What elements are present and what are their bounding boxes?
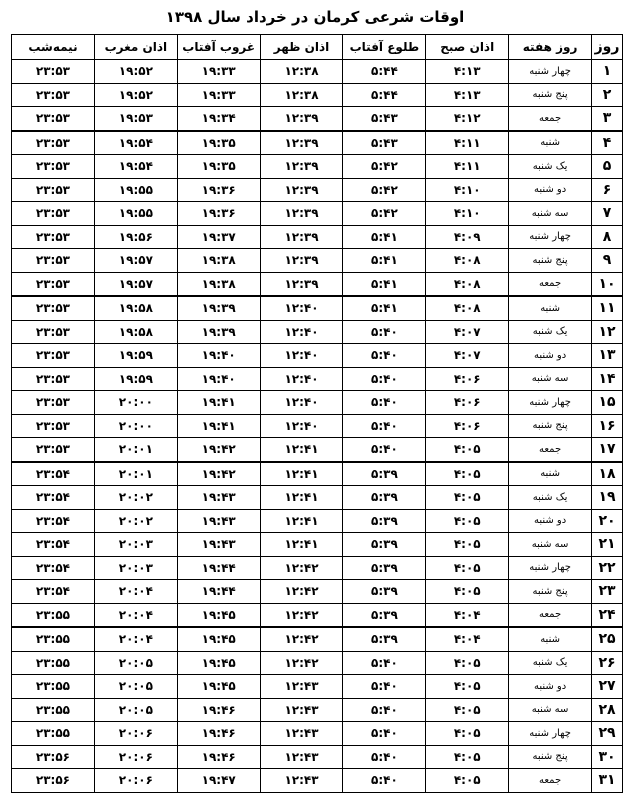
dhuhr-cell: ۱۲:۴۳ [260, 722, 343, 746]
sunrise-cell: ۵:۳۹ [343, 556, 426, 580]
maghrib-cell: ۱۹:۵۹ [94, 367, 177, 391]
day-cell: ۱۵ [592, 391, 623, 415]
weekday-cell: سه شنبه [509, 533, 592, 557]
dhuhr-cell: ۱۲:۴۳ [260, 745, 343, 769]
maghrib-cell: ۱۹:۵۹ [94, 344, 177, 368]
maghrib-cell: ۲۰:۰۵ [94, 651, 177, 675]
sunset-cell: ۱۹:۴۴ [177, 580, 260, 604]
dhuhr-cell: ۱۲:۳۹ [260, 107, 343, 131]
fajr-cell: ۴:۰۵ [426, 769, 509, 793]
midnight-cell: ۲۳:۵۵ [12, 651, 95, 675]
dhuhr-cell: ۱۲:۴۲ [260, 580, 343, 604]
weekday-cell: شنبه [509, 462, 592, 486]
sunrise-cell: ۵:۴۰ [343, 698, 426, 722]
midnight-cell: ۲۳:۵۳ [12, 107, 95, 131]
fajr-cell: ۴:۰۵ [426, 486, 509, 510]
maghrib-cell: ۱۹:۵۸ [94, 296, 177, 320]
day-cell: ۲۲ [592, 556, 623, 580]
sunset-cell: ۱۹:۴۳ [177, 509, 260, 533]
midnight-cell: ۲۳:۵۳ [12, 391, 95, 415]
maghrib-cell: ۲۰:۰۰ [94, 391, 177, 415]
maghrib-cell: ۲۰:۰۵ [94, 698, 177, 722]
maghrib-cell: ۱۹:۵۳ [94, 107, 177, 131]
weekday-cell: چهار شنبه [509, 225, 592, 249]
page-title: اوقات شرعی کرمان در خرداد سال ۱۳۹۸ [165, 8, 465, 26]
dhuhr-cell: ۱۲:۴۰ [260, 367, 343, 391]
fajr-cell: ۴:۰۶ [426, 367, 509, 391]
sunset-cell: ۱۹:۴۲ [177, 438, 260, 462]
weekday-cell: پنج شنبه [509, 414, 592, 438]
fajr-cell: ۴:۰۵ [426, 580, 509, 604]
day-cell: ۱۶ [592, 414, 623, 438]
table-body [12, 60, 623, 793]
maghrib-cell: ۱۹:۵۵ [94, 202, 177, 226]
sunset-cell: ۱۹:۳۸ [177, 272, 260, 296]
sunset-cell: ۱۹:۳۹ [177, 320, 260, 344]
day-cell: ۲۹ [592, 722, 623, 746]
table-row [12, 178, 623, 202]
table-row [12, 107, 623, 131]
weekday-cell: جمعه [509, 769, 592, 793]
table-header-row [12, 35, 623, 60]
dhuhr-cell: ۱۲:۴۳ [260, 769, 343, 793]
sunrise-cell: ۵:۴۰ [343, 745, 426, 769]
sunrise-cell: ۵:۴۳ [343, 131, 426, 155]
sunrise-cell: ۵:۴۰ [343, 675, 426, 699]
table-row [12, 533, 623, 557]
dhuhr-cell: ۱۲:۴۲ [260, 651, 343, 675]
maghrib-cell: ۱۹:۵۵ [94, 178, 177, 202]
midnight-cell: ۲۳:۵۳ [12, 438, 95, 462]
weekday-cell: پنج شنبه [509, 249, 592, 273]
sunrise-cell: ۵:۴۰ [343, 414, 426, 438]
midnight-cell: ۲۳:۵۳ [12, 178, 95, 202]
dhuhr-cell: ۱۲:۴۰ [260, 296, 343, 320]
sunrise-cell: ۵:۴۲ [343, 155, 426, 179]
sunset-cell: ۱۹:۴۵ [177, 651, 260, 675]
fajr-cell: ۴:۱۰ [426, 202, 509, 226]
table-row [12, 60, 623, 84]
header-midnight: نیمه‌شب [12, 35, 95, 60]
dhuhr-cell: ۱۲:۴۲ [260, 556, 343, 580]
midnight-cell: ۲۳:۵۳ [12, 344, 95, 368]
dhuhr-cell: ۱۲:۳۹ [260, 225, 343, 249]
table-row [12, 698, 623, 722]
header-dhuhr: اذان ظهر [260, 35, 343, 60]
sunrise-cell: ۵:۳۹ [343, 509, 426, 533]
fajr-cell: ۴:۰۷ [426, 320, 509, 344]
fajr-cell: ۴:۰۵ [426, 745, 509, 769]
day-cell: ۲۱ [592, 533, 623, 557]
weekday-cell: پنج شنبه [509, 83, 592, 107]
header-sunrise: طلوع آفتاب [343, 35, 426, 60]
midnight-cell: ۲۳:۵۳ [12, 60, 95, 84]
fajr-cell: ۴:۱۲ [426, 107, 509, 131]
day-cell: ۱۱ [592, 296, 623, 320]
weekday-cell: دو شنبه [509, 509, 592, 533]
maghrib-cell: ۲۰:۰۲ [94, 486, 177, 510]
midnight-cell: ۲۳:۵۵ [12, 698, 95, 722]
table-row [12, 320, 623, 344]
sunrise-cell: ۵:۴۱ [343, 296, 426, 320]
day-cell: ۲۳ [592, 580, 623, 604]
dhuhr-cell: ۱۲:۳۹ [260, 178, 343, 202]
sunset-cell: ۱۹:۴۵ [177, 675, 260, 699]
weekday-cell: دو شنبه [509, 178, 592, 202]
midnight-cell: ۲۳:۵۳ [12, 83, 95, 107]
fajr-cell: ۴:۰۵ [426, 698, 509, 722]
sunset-cell: ۱۹:۴۱ [177, 414, 260, 438]
weekday-cell: چهار شنبه [509, 722, 592, 746]
day-cell: ۲ [592, 83, 623, 107]
dhuhr-cell: ۱۲:۳۹ [260, 249, 343, 273]
sunrise-cell: ۵:۴۰ [343, 769, 426, 793]
midnight-cell: ۲۳:۵۳ [12, 320, 95, 344]
table-row [12, 296, 623, 320]
fajr-cell: ۴:۰۴ [426, 627, 509, 651]
day-cell: ۷ [592, 202, 623, 226]
day-cell: ۳ [592, 107, 623, 131]
sunrise-cell: ۵:۴۰ [343, 367, 426, 391]
dhuhr-cell: ۱۲:۴۲ [260, 627, 343, 651]
weekday-cell: دو شنبه [509, 675, 592, 699]
maghrib-cell: ۲۰:۰۴ [94, 603, 177, 627]
dhuhr-cell: ۱۲:۴۲ [260, 603, 343, 627]
dhuhr-cell: ۱۲:۴۱ [260, 533, 343, 557]
maghrib-cell: ۱۹:۵۴ [94, 155, 177, 179]
weekday-cell: جمعه [509, 107, 592, 131]
sunrise-cell: ۵:۴۰ [343, 722, 426, 746]
weekday-cell: یک شنبه [509, 651, 592, 675]
sunrise-cell: ۵:۴۲ [343, 202, 426, 226]
fajr-cell: ۴:۰۵ [426, 533, 509, 557]
dhuhr-cell: ۱۲:۴۰ [260, 320, 343, 344]
midnight-cell: ۲۳:۵۴ [12, 486, 95, 510]
sunset-cell: ۱۹:۴۵ [177, 627, 260, 651]
sunset-cell: ۱۹:۴۷ [177, 769, 260, 793]
dhuhr-cell: ۱۲:۴۱ [260, 438, 343, 462]
table-row [12, 391, 623, 415]
day-cell: ۳۱ [592, 769, 623, 793]
table-row [12, 272, 623, 296]
maghrib-cell: ۱۹:۵۷ [94, 272, 177, 296]
dhuhr-cell: ۱۲:۴۱ [260, 462, 343, 486]
sunrise-cell: ۵:۳۹ [343, 580, 426, 604]
maghrib-cell: ۲۰:۰۰ [94, 414, 177, 438]
table-row [12, 438, 623, 462]
sunrise-cell: ۵:۴۰ [343, 391, 426, 415]
weekday-cell: یک شنبه [509, 155, 592, 179]
dhuhr-cell: ۱۲:۴۰ [260, 391, 343, 415]
sunset-cell: ۱۹:۳۶ [177, 202, 260, 226]
fajr-cell: ۴:۰۵ [426, 438, 509, 462]
sunrise-cell: ۵:۴۰ [343, 438, 426, 462]
fajr-cell: ۴:۰۵ [426, 651, 509, 675]
weekday-cell: سه شنبه [509, 698, 592, 722]
table-row [12, 651, 623, 675]
table-row [12, 414, 623, 438]
sunrise-cell: ۵:۳۹ [343, 462, 426, 486]
weekday-cell: شنبه [509, 296, 592, 320]
prayer-times-table [11, 34, 623, 793]
day-cell: ۹ [592, 249, 623, 273]
weekday-cell: سه شنبه [509, 367, 592, 391]
fajr-cell: ۴:۱۳ [426, 60, 509, 84]
header-day: روز [592, 35, 623, 60]
day-cell: ۱۲ [592, 320, 623, 344]
table-row [12, 367, 623, 391]
weekday-cell: چهار شنبه [509, 60, 592, 84]
dhuhr-cell: ۱۲:۴۰ [260, 414, 343, 438]
day-cell: ۲۴ [592, 603, 623, 627]
maghrib-cell: ۱۹:۵۶ [94, 225, 177, 249]
day-cell: ۱۷ [592, 438, 623, 462]
maghrib-cell: ۱۹:۵۸ [94, 320, 177, 344]
sunrise-cell: ۵:۳۹ [343, 627, 426, 651]
dhuhr-cell: ۱۲:۳۸ [260, 83, 343, 107]
maghrib-cell: ۲۰:۰۱ [94, 462, 177, 486]
table-row [12, 509, 623, 533]
sunrise-cell: ۵:۴۱ [343, 225, 426, 249]
midnight-cell: ۲۳:۵۳ [12, 296, 95, 320]
table-row [12, 225, 623, 249]
header-maghrib: اذان مغرب [94, 35, 177, 60]
sunset-cell: ۱۹:۴۶ [177, 745, 260, 769]
maghrib-cell: ۲۰:۰۵ [94, 675, 177, 699]
sunrise-cell: ۵:۴۲ [343, 178, 426, 202]
weekday-cell: چهار شنبه [509, 391, 592, 415]
midnight-cell: ۲۳:۵۴ [12, 509, 95, 533]
dhuhr-cell: ۱۲:۳۹ [260, 272, 343, 296]
fajr-cell: ۴:۰۸ [426, 249, 509, 273]
midnight-cell: ۲۳:۵۵ [12, 627, 95, 651]
maghrib-cell: ۱۹:۵۲ [94, 60, 177, 84]
table-row [12, 556, 623, 580]
fajr-cell: ۴:۰۷ [426, 344, 509, 368]
sunrise-cell: ۵:۴۰ [343, 344, 426, 368]
day-cell: ۴ [592, 131, 623, 155]
midnight-cell: ۲۳:۵۳ [12, 155, 95, 179]
sunset-cell: ۱۹:۳۵ [177, 155, 260, 179]
day-cell: ۳۰ [592, 745, 623, 769]
fajr-cell: ۴:۰۸ [426, 272, 509, 296]
day-cell: ۱۹ [592, 486, 623, 510]
day-cell: ۶ [592, 178, 623, 202]
sunset-cell: ۱۹:۳۷ [177, 225, 260, 249]
sunrise-cell: ۵:۳۹ [343, 603, 426, 627]
fajr-cell: ۴:۰۵ [426, 722, 509, 746]
fajr-cell: ۴:۰۵ [426, 675, 509, 699]
table-row [12, 722, 623, 746]
sunrise-cell: ۵:۴۴ [343, 60, 426, 84]
day-cell: ۲۷ [592, 675, 623, 699]
midnight-cell: ۲۳:۵۳ [12, 272, 95, 296]
weekday-cell: پنج شنبه [509, 580, 592, 604]
maghrib-cell: ۲۰:۰۶ [94, 722, 177, 746]
day-cell: ۲۶ [592, 651, 623, 675]
table-row [12, 486, 623, 510]
fajr-cell: ۴:۱۰ [426, 178, 509, 202]
midnight-cell: ۲۳:۵۶ [12, 769, 95, 793]
sunset-cell: ۱۹:۳۳ [177, 60, 260, 84]
sunrise-cell: ۵:۴۳ [343, 107, 426, 131]
table-row [12, 580, 623, 604]
dhuhr-cell: ۱۲:۴۱ [260, 509, 343, 533]
weekday-cell: شنبه [509, 131, 592, 155]
fajr-cell: ۴:۰۵ [426, 509, 509, 533]
table-row [12, 131, 623, 155]
midnight-cell: ۲۳:۵۶ [12, 745, 95, 769]
sunset-cell: ۱۹:۴۵ [177, 603, 260, 627]
midnight-cell: ۲۳:۵۵ [12, 722, 95, 746]
fajr-cell: ۴:۰۹ [426, 225, 509, 249]
sunset-cell: ۱۹:۴۱ [177, 391, 260, 415]
sunset-cell: ۱۹:۳۸ [177, 249, 260, 273]
fajr-cell: ۴:۱۳ [426, 83, 509, 107]
fajr-cell: ۴:۰۶ [426, 414, 509, 438]
day-cell: ۱ [592, 60, 623, 84]
weekday-cell: دو شنبه [509, 344, 592, 368]
midnight-cell: ۲۳:۵۴ [12, 580, 95, 604]
table-row [12, 769, 623, 793]
table-row [12, 745, 623, 769]
maghrib-cell: ۲۰:۰۴ [94, 627, 177, 651]
day-cell: ۸ [592, 225, 623, 249]
table-row [12, 249, 623, 273]
dhuhr-cell: ۱۲:۳۹ [260, 155, 343, 179]
midnight-cell: ۲۳:۵۳ [12, 131, 95, 155]
table-row [12, 202, 623, 226]
maghrib-cell: ۱۹:۵۷ [94, 249, 177, 273]
sunset-cell: ۱۹:۴۶ [177, 698, 260, 722]
weekday-cell: شنبه [509, 627, 592, 651]
table-row [12, 627, 623, 651]
sunset-cell: ۱۹:۴۰ [177, 367, 260, 391]
sunrise-cell: ۵:۴۱ [343, 272, 426, 296]
sunrise-cell: ۵:۳۹ [343, 533, 426, 557]
maghrib-cell: ۲۰:۰۲ [94, 509, 177, 533]
table-row [12, 83, 623, 107]
table-row [12, 603, 623, 627]
fajr-cell: ۴:۱۱ [426, 155, 509, 179]
fajr-cell: ۴:۰۵ [426, 462, 509, 486]
day-cell: ۱۳ [592, 344, 623, 368]
sunrise-cell: ۵:۳۹ [343, 486, 426, 510]
sunrise-cell: ۵:۴۱ [343, 249, 426, 273]
sunset-cell: ۱۹:۳۳ [177, 83, 260, 107]
dhuhr-cell: ۱۲:۳۹ [260, 131, 343, 155]
table-row [12, 675, 623, 699]
midnight-cell: ۲۳:۵۳ [12, 202, 95, 226]
midnight-cell: ۲۳:۵۳ [12, 225, 95, 249]
sunset-cell: ۱۹:۳۵ [177, 131, 260, 155]
table-row [12, 155, 623, 179]
midnight-cell: ۲۳:۵۴ [12, 462, 95, 486]
midnight-cell: ۲۳:۵۴ [12, 533, 95, 557]
sunset-cell: ۱۹:۴۳ [177, 486, 260, 510]
day-cell: ۲۵ [592, 627, 623, 651]
day-cell: ۱۰ [592, 272, 623, 296]
sunset-cell: ۱۹:۴۴ [177, 556, 260, 580]
dhuhr-cell: ۱۲:۴۰ [260, 344, 343, 368]
fajr-cell: ۴:۰۵ [426, 556, 509, 580]
sunrise-cell: ۵:۴۴ [343, 83, 426, 107]
day-cell: ۱۴ [592, 367, 623, 391]
midnight-cell: ۲۳:۵۳ [12, 367, 95, 391]
weekday-cell: جمعه [509, 272, 592, 296]
sunset-cell: ۱۹:۴۶ [177, 722, 260, 746]
weekday-cell: یک شنبه [509, 486, 592, 510]
table-row [12, 344, 623, 368]
dhuhr-cell: ۱۲:۴۱ [260, 486, 343, 510]
maghrib-cell: ۲۰:۰۳ [94, 533, 177, 557]
maghrib-cell: ۱۹:۵۲ [94, 83, 177, 107]
header-weekday: روز هفته [509, 35, 592, 60]
maghrib-cell: ۱۹:۵۴ [94, 131, 177, 155]
day-cell: ۲۸ [592, 698, 623, 722]
sunset-cell: ۱۹:۴۰ [177, 344, 260, 368]
midnight-cell: ۲۳:۵۳ [12, 414, 95, 438]
header-sunset: غروب آفتاب [177, 35, 260, 60]
fajr-cell: ۴:۰۴ [426, 603, 509, 627]
dhuhr-cell: ۱۲:۴۳ [260, 675, 343, 699]
sunrise-cell: ۵:۴۰ [343, 651, 426, 675]
maghrib-cell: ۲۰:۰۶ [94, 769, 177, 793]
sunrise-cell: ۵:۴۰ [343, 320, 426, 344]
weekday-cell: یک شنبه [509, 320, 592, 344]
weekday-cell: چهار شنبه [509, 556, 592, 580]
maghrib-cell: ۲۰:۰۶ [94, 745, 177, 769]
sunset-cell: ۱۹:۳۴ [177, 107, 260, 131]
maghrib-cell: ۲۰:۰۱ [94, 438, 177, 462]
sunset-cell: ۱۹:۴۲ [177, 462, 260, 486]
weekday-cell: جمعه [509, 603, 592, 627]
midnight-cell: ۲۳:۵۴ [12, 556, 95, 580]
day-cell: ۵ [592, 155, 623, 179]
table-row [12, 462, 623, 486]
midnight-cell: ۲۳:۵۳ [12, 249, 95, 273]
fajr-cell: ۴:۰۶ [426, 391, 509, 415]
midnight-cell: ۲۳:۵۵ [12, 675, 95, 699]
fajr-cell: ۴:۱۱ [426, 131, 509, 155]
sunset-cell: ۱۹:۳۹ [177, 296, 260, 320]
sunset-cell: ۱۹:۴۳ [177, 533, 260, 557]
fajr-cell: ۴:۰۸ [426, 296, 509, 320]
midnight-cell: ۲۳:۵۵ [12, 603, 95, 627]
sunset-cell: ۱۹:۳۶ [177, 178, 260, 202]
dhuhr-cell: ۱۲:۳۹ [260, 202, 343, 226]
maghrib-cell: ۲۰:۰۴ [94, 580, 177, 604]
header-fajr: اذان صبح [426, 35, 509, 60]
weekday-cell: جمعه [509, 438, 592, 462]
maghrib-cell: ۲۰:۰۳ [94, 556, 177, 580]
dhuhr-cell: ۱۲:۳۸ [260, 60, 343, 84]
weekday-cell: سه شنبه [509, 202, 592, 226]
day-cell: ۲۰ [592, 509, 623, 533]
weekday-cell: پنج شنبه [509, 745, 592, 769]
day-cell: ۱۸ [592, 462, 623, 486]
dhuhr-cell: ۱۲:۴۳ [260, 698, 343, 722]
